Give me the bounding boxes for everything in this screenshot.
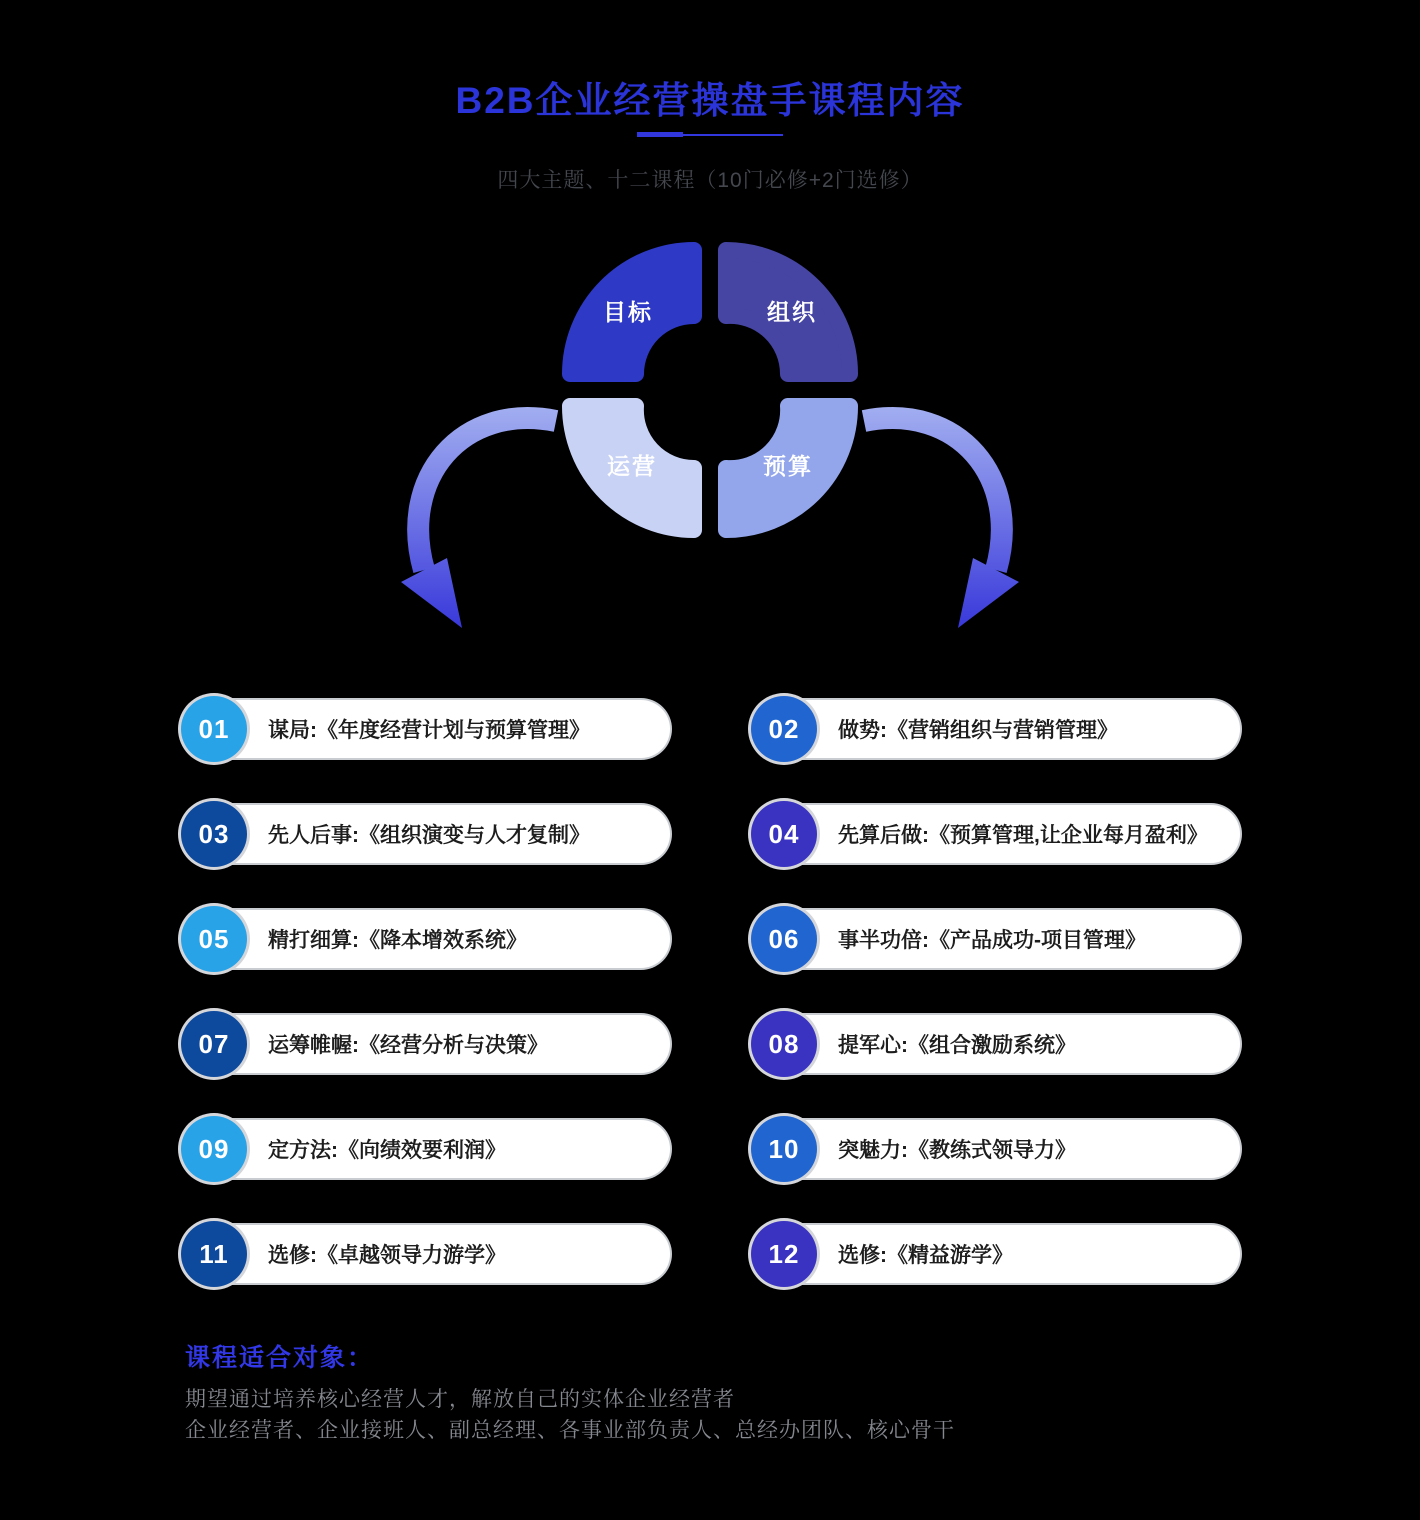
course-number: 09 [198, 1133, 230, 1164]
course-number-badge [751, 1221, 817, 1287]
course-number: 11 [199, 1238, 229, 1269]
donut-label-organization: 组织 [767, 299, 817, 325]
course-item [185, 1120, 670, 1178]
course-title: 事半功倍:《产品成功-项目管理》 [838, 929, 1146, 952]
donut-label-goal: 目标 [603, 299, 653, 325]
course-title: 先算后做:《预算管理,让企业每月盈利》 [838, 824, 1208, 847]
course-number-badge [751, 1116, 817, 1182]
course-title: 做势:《营销组织与营销管理》 [838, 719, 1118, 742]
theme-donut-diagram [540, 220, 880, 560]
underline-thick-segment [637, 132, 683, 137]
course-number-badge [181, 1116, 247, 1182]
curved-arrow-right-icon [864, 418, 1019, 628]
course-number-badge [751, 696, 817, 762]
course-number: 08 [768, 1028, 800, 1059]
audience-line: 企业经营者、企业接班人、副总经理、各事业部负责人、总经办团队、核心骨干 [185, 1419, 955, 1442]
course-number: 02 [768, 713, 800, 744]
course-item [755, 805, 1240, 863]
audience-line: 期望通过培养核心经营人才，解放自己的实体企业经营者 [185, 1388, 735, 1411]
course-title: 精打细算:《降本增效系统》 [268, 929, 527, 952]
donut-label-operations: 运营 [607, 453, 657, 479]
course-item [755, 700, 1240, 758]
course-title: 运筹帷幄:《经营分析与决策》 [268, 1034, 548, 1057]
course-number: 04 [768, 818, 800, 849]
course-item [185, 910, 670, 968]
course-title: 提军心:《组合激励系统》 [838, 1034, 1076, 1057]
course-number: 10 [768, 1133, 800, 1164]
course-number: 07 [198, 1028, 230, 1059]
page-subtitle: 四大主题、十二课程（10门必修+2门选修） [497, 169, 923, 192]
course-item [185, 1225, 670, 1283]
course-number-badge [751, 1011, 817, 1077]
course-number-badge [181, 1221, 247, 1287]
donut-label-budget: 预算 [763, 453, 813, 479]
underline-thin-segment [683, 134, 783, 136]
course-title: 选修:《精益游学》 [838, 1244, 1013, 1267]
course-item [755, 910, 1240, 968]
curved-arrow-left-icon [401, 418, 556, 628]
course-item [755, 1120, 1240, 1178]
course-item [185, 1015, 670, 1073]
course-number-badge [751, 801, 817, 867]
course-title: 谋局:《年度经营计划与预算管理》 [268, 719, 590, 742]
audience-heading: 课程适合对象： [185, 1344, 375, 1372]
course-number: 12 [768, 1238, 800, 1269]
course-list [185, 700, 1240, 1283]
course-title: 突魅力:《教练式领导力》 [838, 1139, 1076, 1162]
course-number: 06 [768, 923, 800, 954]
course-title: 定方法:《向绩效要利润》 [268, 1139, 506, 1162]
course-item [185, 805, 670, 863]
course-number-badge [181, 906, 247, 972]
course-item [755, 1015, 1240, 1073]
course-number-badge [751, 906, 817, 972]
course-number: 01 [198, 713, 230, 744]
course-number-badge [181, 696, 247, 762]
course-number-badge [181, 1011, 247, 1077]
course-item [185, 700, 670, 758]
course-number: 05 [198, 923, 230, 954]
page-title: B2B企业经营操盘手课程内容 [455, 80, 965, 121]
course-item [755, 1225, 1240, 1283]
course-number: 03 [198, 818, 230, 849]
course-title: 选修:《卓越领导力游学》 [268, 1244, 506, 1267]
course-number-badge [181, 801, 247, 867]
title-underline [0, 132, 1420, 137]
course-title: 先人后事:《组织演变与人才复制》 [268, 824, 590, 847]
